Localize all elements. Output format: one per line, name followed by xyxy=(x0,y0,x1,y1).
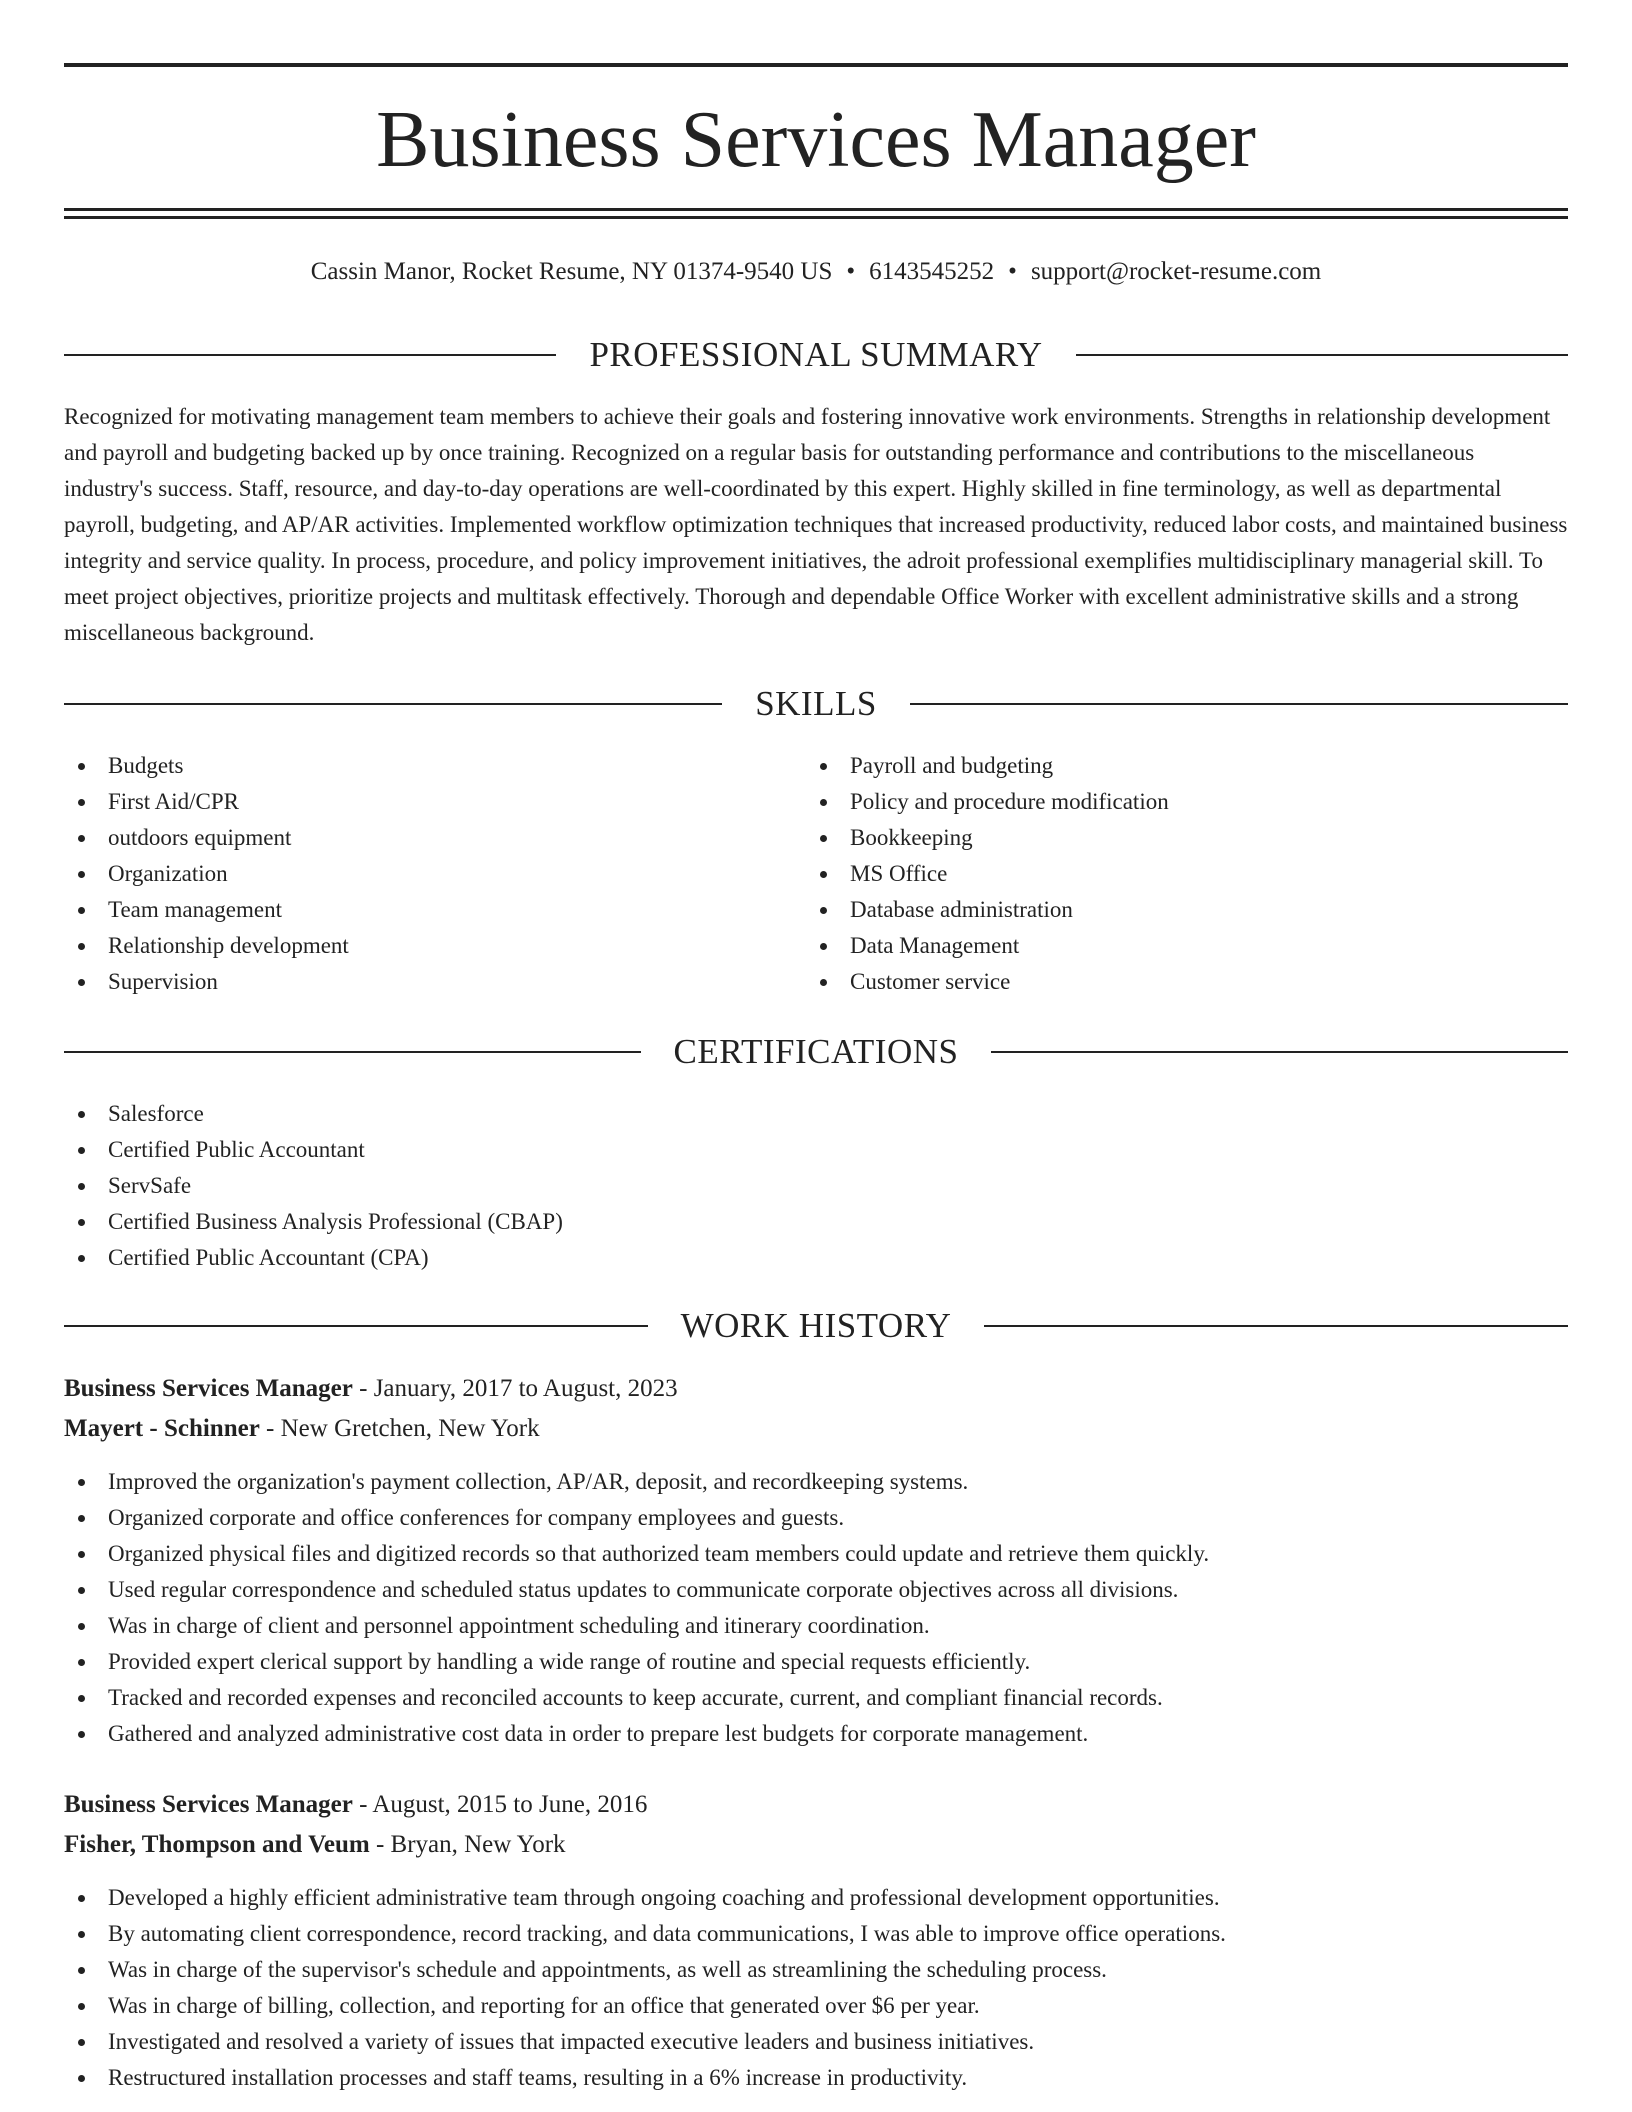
job-company-line xyxy=(64,1825,566,1865)
job-role: Business Services Manager xyxy=(64,1791,353,1818)
skill-item: MS Office xyxy=(806,856,1546,892)
contact-phone: 6143545252 xyxy=(869,258,995,285)
job-bullet: By automating client correspondence, record tracking, and data communications, I was able to improve office operations. xyxy=(64,1916,1568,1952)
section-header-skills xyxy=(64,682,1568,726)
job-company-line xyxy=(64,1409,540,1449)
skills-list-left xyxy=(64,748,784,1000)
job-bullet: Organized physical files and digitized records so that authorized team members could update and retrieve them quickly. xyxy=(64,1536,1568,1572)
job-title-line xyxy=(64,1369,678,1409)
top-rule xyxy=(64,63,1568,67)
job-dates: - January, 2017 to August, 2023 xyxy=(352,1375,678,1402)
job-bullet: Organized corporate and office conferences for company employees and guests. xyxy=(64,1500,1568,1536)
skill-item: outdoors equipment xyxy=(64,820,784,856)
skill-item: Budgets xyxy=(64,748,784,784)
job-bullets xyxy=(64,1880,1568,2096)
section-title: PROFESSIONAL SUMMARY xyxy=(589,335,1043,374)
job-bullet: Restructured installation processes and staff teams, resulting in a 6% increase in productivity. xyxy=(64,2060,1568,2096)
job-bullet: Investigated and resolved a variety of issues that impacted executive leaders and business initiatives. xyxy=(64,2024,1568,2060)
job-company: Fisher, Thompson and Veum xyxy=(64,1831,370,1858)
contact-email: support@rocket-resume.com xyxy=(1030,258,1322,285)
section-title: WORK HISTORY xyxy=(680,1306,952,1345)
job-location: - New Gretchen, New York xyxy=(259,1415,540,1442)
job-bullet: Gathered and analyzed administrative cost data in order to prepare lest budgets for corporate management. xyxy=(64,1716,1568,1752)
skill-item: Payroll and budgeting xyxy=(806,748,1546,784)
section-rule xyxy=(1076,354,1568,356)
skill-item: Relationship development xyxy=(64,928,784,964)
job-bullet: Improved the organization's payment collection, AP/AR, deposit, and recordkeeping systems. xyxy=(64,1464,1568,1500)
job-bullet: Was in charge of billing, collection, and reporting for an office that generated over $6 per year. xyxy=(64,1988,1568,2024)
section-rule xyxy=(64,1325,648,1327)
skill-item: Team management xyxy=(64,892,784,928)
section-rule xyxy=(64,354,556,356)
skills-list-right xyxy=(806,748,1546,1000)
job-bullet: Was in charge of client and personnel appointment scheduling and itinerary coordination. xyxy=(64,1608,1568,1644)
job-role: Business Services Manager xyxy=(64,1375,353,1402)
section-rule xyxy=(991,1051,1568,1053)
skill-item: Policy and procedure modification xyxy=(806,784,1546,820)
job-title-line xyxy=(64,1785,647,1825)
contact-separator: • xyxy=(846,258,856,285)
double-rule-lower xyxy=(64,216,1568,219)
certification-item: Certified Public Accountant (CPA) xyxy=(64,1240,1568,1276)
job-location: - Bryan, New York xyxy=(369,1831,566,1858)
contact-line xyxy=(64,254,1568,290)
job-bullet: Developed a highly efficient administrative team through ongoing coaching and professional development opportunities. xyxy=(64,1880,1568,1916)
skill-item: Data Management xyxy=(806,928,1546,964)
contact-separator: • xyxy=(1008,258,1017,285)
section-rule xyxy=(64,703,722,705)
section-title: SKILLS xyxy=(755,684,877,723)
certification-item: ServSafe xyxy=(64,1168,1568,1204)
resume-name: Business Services Manager xyxy=(376,96,1256,184)
section-title: CERTIFICATIONS xyxy=(673,1032,959,1071)
certification-item: Certified Business Analysis Professional (CBAP) xyxy=(64,1204,1568,1240)
section-header-work-history xyxy=(64,1304,1568,1348)
section-header-summary xyxy=(64,333,1568,377)
job-company: Mayert - Schinner xyxy=(64,1415,260,1442)
contact-address: Cassin Manor, Rocket Resume, NY 01374-9540 US xyxy=(310,258,833,285)
section-header-certifications xyxy=(64,1030,1568,1074)
section-rule xyxy=(910,703,1568,705)
section-rule xyxy=(984,1325,1568,1327)
job-dates: - August, 2015 to June, 2016 xyxy=(352,1791,648,1818)
job-bullet: Tracked and recorded expenses and reconciled accounts to keep accurate, current, and compliant financial records. xyxy=(64,1680,1568,1716)
double-rule-upper xyxy=(64,208,1568,211)
job-bullets xyxy=(64,1464,1568,1752)
skill-item: Database administration xyxy=(806,892,1546,928)
skill-item: Organization xyxy=(64,856,784,892)
section-rule xyxy=(64,1051,641,1053)
skill-item: First Aid/CPR xyxy=(64,784,784,820)
skill-item: Supervision xyxy=(64,964,784,1000)
job-bullet: Provided expert clerical support by handling a wide range of routine and special requests efficiently. xyxy=(64,1644,1568,1680)
skill-item: Bookkeeping xyxy=(806,820,1546,856)
certifications-list xyxy=(64,1096,1568,1276)
job-bullet: Was in charge of the supervisor's schedule and appointments, as well as streamlining the scheduling process. xyxy=(64,1952,1568,1988)
certification-item: Salesforce xyxy=(64,1096,1568,1132)
certification-item: Certified Public Accountant xyxy=(64,1132,1568,1168)
skill-item: Customer service xyxy=(806,964,1546,1000)
job-bullet: Used regular correspondence and scheduled status updates to communicate corporate objectives across all divisions. xyxy=(64,1572,1568,1608)
summary-text: Recognized for motivating management team members to achieve their goals and fostering innovative work environments. Strengths in relationship development and payroll and budgeting backed up by once training. Recognized on a regular basis for outstanding performance and contributions to the miscellaneous industry's success. Staff, resource, and day-to-day operations are well-coordinated by this expert. Highly skilled in fine terminology, as well as departmental payroll, budgeting, and AP/AR activities. Implemented workflow optimization techniques that increased productivity, reduced labor costs, and maintained business integrity and service quality. In process, procedure, and policy improvement initiatives, the adroit professional exemplifies multidisciplinary managerial skill. To meet project objectives, prioritize projects and multitask effectively. Thorough and dependable Office Worker with excellent administrative skills and a strong miscellaneous background. xyxy=(64,404,1568,645)
